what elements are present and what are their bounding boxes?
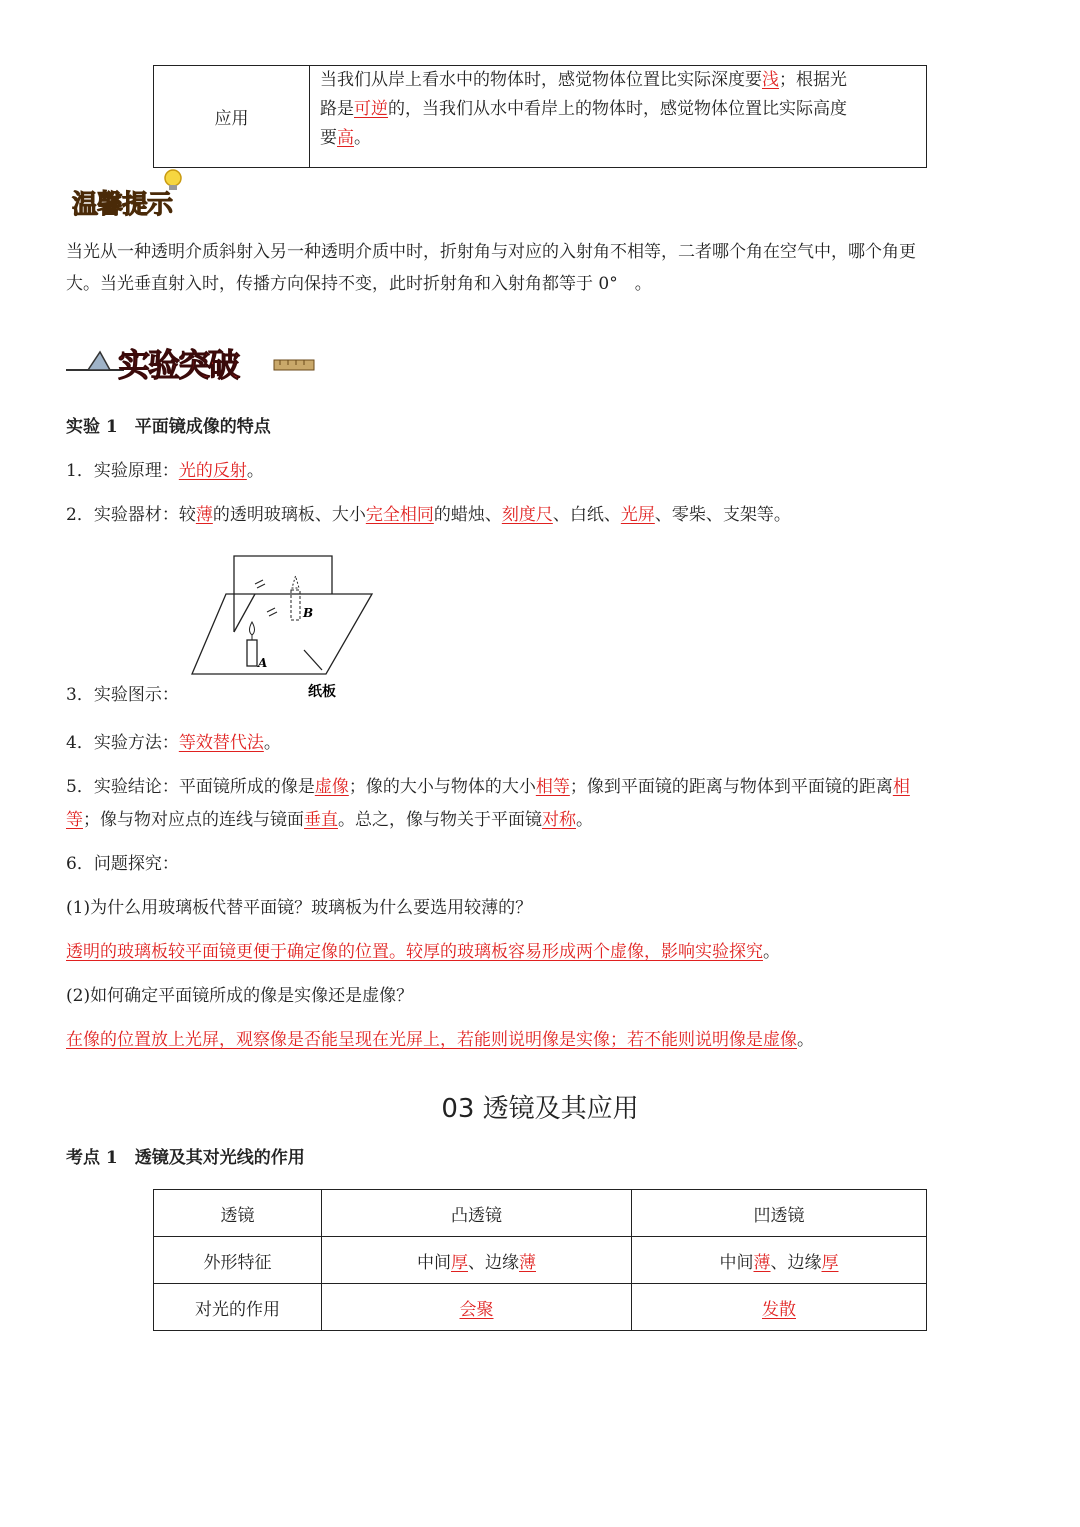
experiment-title: 实验 1 平面镜成像的特点	[66, 417, 271, 437]
text-run: ；根据光	[779, 70, 847, 90]
text-run: 的蜡烛、	[433, 505, 502, 525]
text-run: 。	[576, 810, 593, 830]
row-label: 对光的作用	[154, 1284, 322, 1331]
answer-1	[66, 936, 780, 968]
experiment-item-6: 6．问题探究：	[66, 854, 179, 874]
table-cell	[632, 1284, 927, 1331]
figure-label-b: B	[303, 606, 314, 620]
answer-fill: 薄	[519, 1252, 536, 1273]
table-cell-label	[154, 66, 310, 168]
table-cell	[322, 1284, 632, 1331]
answer-fill: 对称	[542, 810, 576, 830]
answer-fill: 发散	[762, 1299, 796, 1320]
answer-fill: 厚	[451, 1252, 468, 1273]
text-run: 。	[763, 942, 780, 962]
answer-fill: 会聚	[459, 1299, 494, 1320]
lens-table	[153, 1189, 927, 1331]
rich-line	[320, 124, 916, 153]
answer-fill: 虚像	[314, 777, 349, 797]
text-run: 、边缘	[770, 1252, 822, 1273]
section-subheading: 考点 1 透镜及其对光线的作用	[66, 1148, 305, 1168]
tip-line-1: 当光从一种透明介质斜射入另一种透明介质中时，折射角与对应的入射角不相等，二者哪个角在空气中，哪个角更	[66, 242, 916, 262]
answer-fill: 相等	[535, 777, 570, 797]
answer-fill: 光的反射	[178, 461, 247, 481]
figure-label-a: A	[258, 656, 268, 670]
answer-fill: 刻度尺	[501, 505, 553, 525]
rich-line	[320, 66, 916, 95]
answer-fill: 厚	[821, 1252, 839, 1273]
answer-fill: 相	[892, 777, 910, 797]
text-run: 。	[354, 128, 371, 148]
text-run: ；像的大小与物体的大小	[348, 777, 536, 797]
experiment-figure	[186, 550, 386, 710]
answer-2	[66, 1024, 814, 1056]
text-run: ；像与物对应点的连线与镜面	[83, 810, 304, 830]
table-row	[154, 1237, 927, 1284]
answer-fill: 等	[66, 810, 83, 830]
text-run: 5．实验结论：平面镜所成的像是	[66, 777, 315, 797]
text-run: 4．实验方法：	[66, 733, 179, 753]
table-row	[154, 1284, 927, 1331]
answer-fill: 垂直	[304, 810, 338, 830]
text-run: 、零柴、支架等。	[654, 505, 791, 525]
table-row	[154, 1190, 927, 1237]
figure-label-board: 纸板	[308, 684, 336, 700]
table-header: 透镜	[154, 1190, 322, 1237]
experiment-item-4	[66, 727, 281, 759]
answer-fill: 光屏	[620, 505, 655, 525]
table-header: 凹透镜	[632, 1190, 927, 1237]
ruler-icon	[272, 354, 316, 378]
text-run: 。总之，像与物关于平面镜	[338, 810, 542, 830]
text-run: 的，当我们从水中看岸上的物体时，感觉物体位置比实际高度	[388, 99, 847, 119]
answer-fill: 薄	[753, 1252, 771, 1273]
rich-line	[320, 95, 916, 124]
text-run: 要	[320, 128, 337, 148]
text-run: ；像到平面镜的距离与物体到平面镜的距离	[569, 777, 893, 797]
question-2: (2)如何确定平面镜所成的像是实像还是虚像？	[66, 986, 414, 1006]
answer-fill: 完全相同	[365, 505, 434, 525]
experiment-badge-text: 实验突破	[118, 346, 239, 384]
text-run: 2．实验器材：较	[66, 505, 196, 525]
table-cell-content	[310, 66, 927, 168]
table-header: 凸透镜	[322, 1190, 632, 1237]
tip-badge-text: 温馨提示	[72, 190, 173, 220]
refraction-table	[153, 65, 927, 168]
text-run: 1．实验原理：	[66, 461, 179, 481]
experiment-item-2	[66, 499, 791, 531]
answer-fill: 可逆	[354, 99, 388, 119]
text-run: 。	[263, 733, 281, 753]
text-run: 中间	[719, 1252, 754, 1273]
text-run: 的透明玻璃板、大小	[212, 505, 366, 525]
tip-line-2: 大。当光垂直射入时，传播方向保持不变，此时折射角和入射角都等于 0° 。	[66, 274, 652, 294]
question-1: (1)为什么用玻璃板代替平面镜？玻璃板为什么要选用较薄的？	[66, 898, 533, 918]
row-label: 应用	[214, 109, 249, 129]
prism-icon	[66, 344, 126, 384]
table-cell	[632, 1237, 927, 1284]
answer-fill: 高	[337, 128, 354, 148]
experiment-item-3: 3．实验图示：	[66, 685, 179, 705]
answer-fill: 在像的位置放上光屏，观察像是否能呈现在光屏上，若能则说明像是实像；若不能则说明像是虚像	[66, 1030, 797, 1050]
answer-fill: 透明的玻璃板较平面镜更便于确定像的位置。较厚的玻璃板容易形成两个虚像，影响实验探究	[66, 942, 763, 962]
tip-badge	[70, 170, 190, 222]
text-run: 。	[797, 1030, 814, 1050]
mirror-diagram	[186, 550, 386, 710]
text-run: 中间	[417, 1252, 451, 1273]
experiment-item-1	[66, 455, 264, 487]
section-heading: 03 透镜及其应用	[441, 1094, 639, 1124]
answer-fill: 浅	[762, 70, 779, 90]
text-run: 、边缘	[468, 1252, 519, 1273]
answer-fill: 等效替代法	[178, 733, 264, 753]
answer-fill: 薄	[195, 505, 213, 525]
experiment-badge	[66, 326, 316, 388]
experiment-item-5-line-1	[66, 771, 910, 803]
text-run: 当我们从岸上看水中的物体时，感觉物体位置比实际深度要	[320, 70, 762, 90]
row-label: 外形特征	[154, 1237, 322, 1284]
text-run: 、白纸、	[552, 505, 621, 525]
table-cell	[322, 1237, 632, 1284]
table-row	[154, 66, 927, 168]
text-run: 。	[246, 461, 264, 481]
text-run: 路是	[320, 99, 354, 119]
experiment-item-5-line-2	[66, 804, 593, 836]
